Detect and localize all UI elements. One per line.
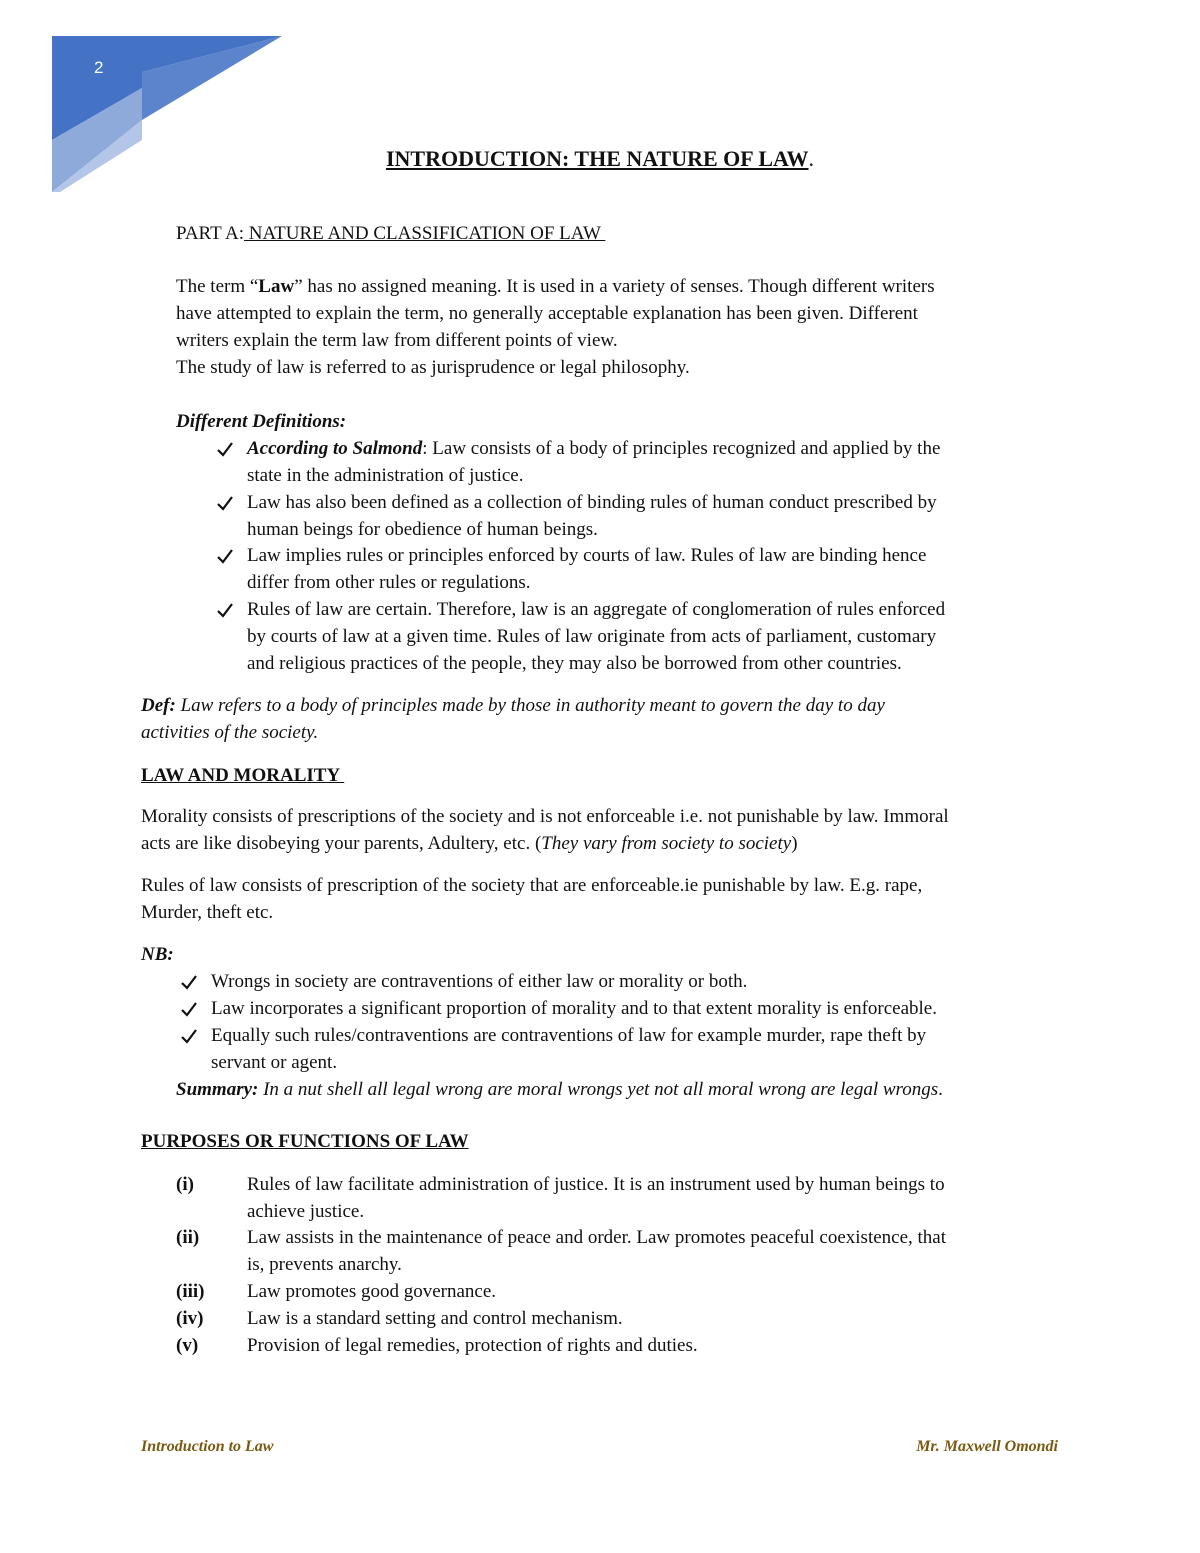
definition-item-cont: by courts of law at a given time. Rules of law originate from acts of parliament, customary xyxy=(247,626,937,647)
part-a-prefix: PART A: xyxy=(176,223,245,244)
definition-item-cont: differ from other rules or regulations. xyxy=(247,572,531,593)
checkmark-icon xyxy=(216,547,234,565)
summary-end: . xyxy=(938,1079,943,1100)
purpose-item: Law assists in the maintenance of peace and order. Law promotes peaceful coexistence, that xyxy=(247,1227,947,1248)
checkmark-icon xyxy=(216,601,234,619)
checkmark-icon xyxy=(216,494,234,512)
definition-item-cont: state in the administration of justice. xyxy=(247,465,524,486)
definition-item-cont: human beings for obedience of human beings. xyxy=(247,519,598,540)
purpose-item: Rules of law facilitate administration of justice. It is an instrument used by human beings to xyxy=(247,1174,945,1195)
purpose-item: Provision of legal remedies, protection of rights and duties. xyxy=(247,1335,698,1356)
purpose-number: (iv) xyxy=(176,1308,204,1329)
morality-text: acts are like disobeying your parents, Adultery, etc. ( xyxy=(141,833,542,854)
intro-line-2: have attempted to explain the term, no generally acceptable explanation has been given. Different xyxy=(176,303,918,324)
page-corner-decoration xyxy=(0,0,300,210)
purpose-item-cont: is, prevents anarchy. xyxy=(247,1254,402,1275)
document-title xyxy=(0,146,1200,172)
title-text: INTRODUCTION: THE NATURE OF LAW xyxy=(385,146,809,171)
morality-p2-line-1: Rules of law consists of prescription of the society that are enforceable.ie punishable by law. E.g. rape, xyxy=(141,875,923,896)
intro-line-4: The study of law is referred to as jurisprudence or legal philosophy. xyxy=(176,357,690,378)
part-a-heading xyxy=(176,220,605,247)
morality-text: ) xyxy=(791,833,798,854)
page-number: 2 xyxy=(94,58,104,77)
nb-item-cont: servant or agent. xyxy=(211,1052,338,1073)
checkmark-icon xyxy=(180,1000,198,1018)
footer-left: Introduction to Law xyxy=(141,1438,274,1455)
definition-item: Law implies rules or principles enforced by courts of law. Rules of law are binding hence xyxy=(247,545,927,566)
salmond-lead: According to Salmond xyxy=(247,438,423,459)
footer-right: Mr. Maxwell Omondi xyxy=(916,1438,1058,1455)
purpose-number: (ii) xyxy=(176,1227,200,1248)
morality-p1-line-1: Morality consists of prescriptions of the society and is not enforceable i.e. not punishable by law. Immoral xyxy=(141,806,949,827)
definition-item-cont: and religious practices of the people, they may also be borrowed from other countries. xyxy=(247,653,902,674)
title-trailing: . xyxy=(808,146,815,171)
purpose-number: (v) xyxy=(176,1335,199,1356)
def-label: Def: xyxy=(141,695,176,716)
morality-p2-line-2: Murder, theft etc. xyxy=(141,902,274,923)
checkmark-icon xyxy=(216,440,234,458)
law-morality-heading: LAW AND MORALITY xyxy=(141,765,345,786)
definition-text: : Law consists of a body of principles recognized and applied by the xyxy=(422,438,941,459)
nb-item: Law incorporates a significant proportion of morality and to that extent morality is enforceable. xyxy=(211,998,937,1019)
purpose-item-cont: achieve justice. xyxy=(247,1201,365,1222)
summary-label: Summary: xyxy=(176,1079,259,1100)
intro-line-1 xyxy=(176,273,935,300)
intro-line-3: writers explain the term law from different points of view. xyxy=(176,330,618,351)
summary-line xyxy=(176,1076,943,1103)
purposes-heading: PURPOSES OR FUNCTIONS OF LAW xyxy=(141,1131,469,1152)
def-text: Law refers to a body of principles made by those in authority meant to govern the day to day xyxy=(175,695,885,716)
purpose-number: (iii) xyxy=(176,1281,205,1302)
definition-item xyxy=(247,435,940,462)
summary-text: In a nut shell all legal wrong are moral wrongs yet not all moral wrong are legal wrongs xyxy=(258,1079,939,1100)
law-term: Law xyxy=(258,276,295,297)
def-line-2: activities of the society. xyxy=(141,722,319,743)
definition-item: Rules of law are certain. Therefore, law is an aggregate of conglomeration of rules enforced xyxy=(247,599,946,620)
checkmark-icon xyxy=(180,973,198,991)
morality-p1-line-2 xyxy=(141,830,798,857)
nb-label: NB: xyxy=(141,944,174,965)
checkmark-icon xyxy=(180,1027,198,1045)
intro-text: ” has no assigned meaning. It is used in a variety of senses. Though different writers xyxy=(294,276,935,297)
def-line-1 xyxy=(141,692,885,719)
purpose-item: Law is a standard setting and control mechanism. xyxy=(247,1308,623,1329)
part-a-heading-text: NATURE AND CLASSIFICATION OF LAW xyxy=(244,223,606,244)
nb-item: Wrongs in society are contraventions of either law or morality or both. xyxy=(211,971,748,992)
intro-text: The term “ xyxy=(176,276,259,297)
nb-item: Equally such rules/contraventions are contraventions of law for example murder, rape theft by xyxy=(211,1025,927,1046)
purpose-number: (i) xyxy=(176,1174,194,1195)
definitions-heading: Different Definitions: xyxy=(176,411,347,432)
purpose-item: Law promotes good governance. xyxy=(247,1281,497,1302)
morality-italic: They vary from society to society xyxy=(541,833,792,854)
definition-item: Law has also been defined as a collection of binding rules of human conduct prescribed by xyxy=(247,492,937,513)
